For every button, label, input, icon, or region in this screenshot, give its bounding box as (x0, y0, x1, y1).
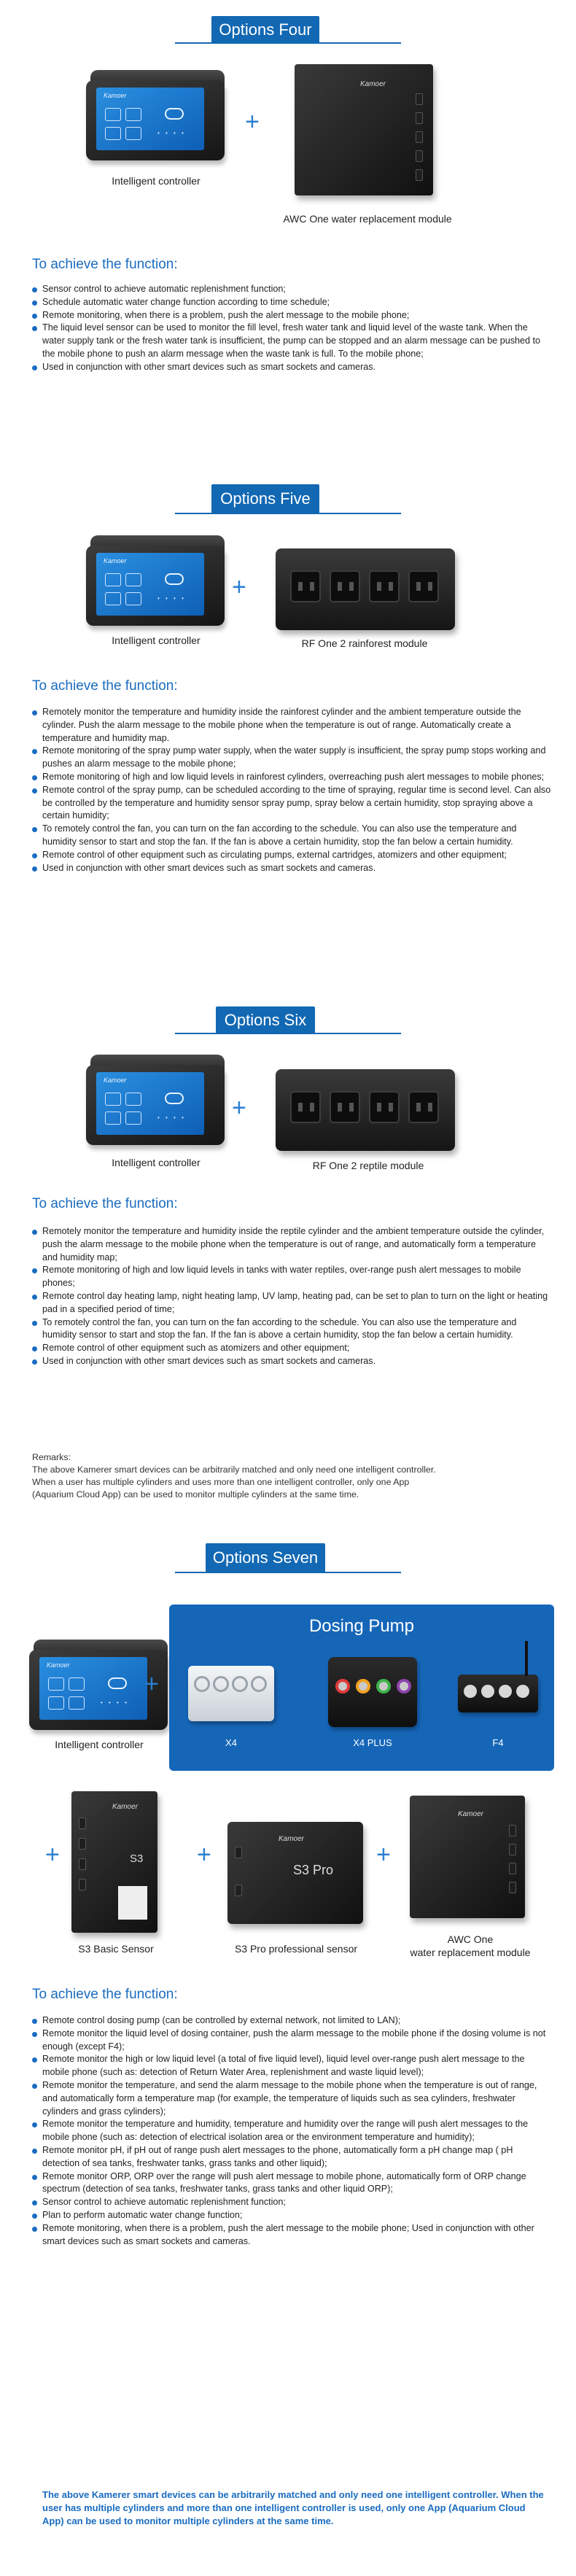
list-item: Remote monitoring, when there is a problem, push the alert message to the mobile phone; (32, 309, 551, 322)
intelligent-controller-image: Kamoer • • • • (86, 1055, 229, 1148)
plus-icon: + (45, 1841, 60, 1869)
list-item: Plan to perform automatic water change function; (32, 2209, 551, 2222)
plus-icon: + (376, 1841, 391, 1869)
remarks-line: The above Kamerer smart devices can be arbitrarily matched and only need one intelligent controller. (32, 1464, 436, 1475)
list-item: Used in conjunction with other smart devices such as smart sockets and cameras. (32, 1355, 551, 1368)
list-item: The liquid level sensor can be used to monitor the fill level, fresh water tank and liquid level of the waste tank. When the water supply tank or the fresh water tank is insufficient, the pump can be stopped and an alarm message can be pushed to the mobile phone to push an alarm message when the waste tank is full. To the mobile phone; (32, 322, 551, 360)
list-item: Remote monitor the high or low liquid level (a total of five liquid level), liquid level over-range push alert message to the mobile phone (such as: detection of Return Water Area, replenishment and waste liquid level); (32, 2053, 551, 2079)
list-item: Used in conjunction with other smart devices such as smart sockets and cameras. (32, 862, 551, 875)
section-badge-seven: Options Seven (206, 1543, 325, 1572)
list-item: To remotely control the fan, you can turn on the fan according to the schedule. You can also use the temperature and humidity sensor to start and stop the fan. If the fan is above a certain humidity, stop the fan below a certain humidity. (32, 823, 551, 849)
function-list (32, 706, 551, 874)
caption-s3-pro: S3 Pro professional sensor (234, 1943, 358, 1955)
list-item: Remotely monitor the temperature and humidity inside the reptile cylinder and the ambient temperature outside the cylinder, push the alarm message to the mobile phone when the temperature is out of range, and automatically form a temperature and humidity map; (32, 1225, 551, 1264)
list-item: Sensor control to achieve automatic replenishment function; (32, 2196, 551, 2209)
dosing-pump-panel (169, 1605, 554, 1771)
list-item: Schedule automatic water change function according to time schedule; (32, 296, 551, 309)
caption-module: RF One 2 reptile module (312, 1160, 424, 1171)
plus-icon: + (144, 1670, 159, 1698)
s3-pro-sensor-image: Kamoer S3 Pro (227, 1822, 363, 1924)
pump-f4-label: F4 (492, 1737, 504, 1748)
list-item: Remote monitoring, when there is a problem, push the alert message to the mobile phone; Used in conjunction with other smart devices such as smart sockets and cameras. (32, 2222, 551, 2249)
function-list (32, 283, 551, 374)
list-item: Remote control of the spray pump, can be scheduled according to the time of spraying, regular time is second level. Can also be controlled by the temperature and humidity sensor spray pump, spray below a certain humidity, stop spraying above a certain humidity; (32, 784, 551, 823)
list-item: Sensor control to achieve automatic replenishment function; (32, 283, 551, 296)
list-item: Remote monitor the temperature, and send the alarm message to the mobile phone when the temperature is out of range, and automatically form a temperature map (for example, the temperature of liquids such as sea cylinders, freshwater cylinders and grass cylinders); (32, 2079, 551, 2118)
awc-one-module-image: Kamoer (295, 64, 433, 195)
caption-controller: Intelligent controller (112, 1157, 201, 1168)
list-item: Remote monitor pH, if pH out of range push alert messages to the phone, automatically form a pH change map ( pH detection of sea tanks, freshwater tanks, grass tanks and other liquid); (32, 2144, 551, 2170)
plus-icon: + (232, 573, 246, 601)
list-item: Remote monitoring of high and low liquid levels in rainforest cylinders, overreaching push alert messages to mobile phones; (32, 771, 551, 784)
caption-module: RF One 2 rainforest module (301, 637, 428, 649)
controller-brand: Kamoer (104, 92, 127, 99)
caption-controller: Intelligent controller (112, 635, 201, 646)
list-item: Used in conjunction with other smart devices such as smart sockets and cameras. (32, 361, 551, 374)
intelligent-controller-image: Kamoer • • • • (86, 535, 229, 629)
function-heading: To achieve the function: (32, 1987, 178, 2002)
section-badge-six: Options Six (216, 1006, 315, 1034)
function-heading: To achieve the function: (32, 257, 178, 272)
list-item: Remote control of other equipment such as circulating pumps, external cartridges, atomizers and other equipment; (32, 849, 551, 862)
rf-one-reptile-module-image (276, 1069, 455, 1151)
s3-pro-label: S3 Pro (293, 1863, 334, 1877)
list-item: Remote monitor the temperature and humidity, temperature and humidity over the range will push alert messages to the mobile phone (such as: detection of electrical isolation area or the environment temperature and humidity); (32, 2118, 551, 2144)
list-item: Remote monitor ORP, ORP over the range will push alert message to mobile phone, automatically form of ORP change spectrum (detection of sea tanks, freshwater tanks, grass tanks and other liquid ORP); (32, 2170, 551, 2197)
cloud-icon (108, 1677, 127, 1689)
caption-controller: Intelligent controller (112, 175, 201, 187)
s3-basic-sensor-image: S3 Kamoer (71, 1791, 157, 1933)
list-item: Remote monitor the liquid level of dosing container, push the alarm message to the mobile phone if the dosing volume is not enough (except F4); (32, 2028, 551, 2054)
cloud-icon (165, 573, 184, 585)
remarks-line: (Aquarium Cloud App) can be used to monitor multiple cylinders at the same time. (32, 1489, 359, 1500)
pump-x4-plus-image (328, 1657, 417, 1727)
caption-s3: S3 Basic Sensor (78, 1943, 154, 1955)
section-badge-five: Options Five (211, 484, 319, 513)
pump-x4-label: X4 (225, 1737, 237, 1748)
caption-controller: Intelligent controller (55, 1739, 144, 1750)
intelligent-controller-image: Kamoer • • • • (29, 1640, 172, 1733)
remarks-line: When a user has multiple cylinders and uses more than one intelligent controller, only one App (32, 1477, 410, 1487)
function-list (32, 2014, 551, 2248)
plus-icon: + (232, 1094, 246, 1122)
highlight-note: The above Kamerer smart devices can be arbitrarily matched and only need one intelligent controller. When the user has multiple cylinders and more than one intelligent controller is used, only one App (Aquarium Cloud App) can be used to monitor multiple cylinders at the same time. (42, 2489, 544, 2526)
list-item: To remotely control the fan, you can turn on the fan according to the schedule. You can also use the temperature and humidity sensor to start and stop the fan. If the fan is above a certain humidity, stop the fan below a certain humidity. (32, 1316, 551, 1343)
plus-icon: + (197, 1841, 211, 1869)
rf-one-rainforest-module-image (276, 548, 455, 630)
function-heading: To achieve the function: (32, 1196, 178, 1211)
remarks-title: Remarks: (32, 1452, 71, 1462)
list-item: Remotely monitor the temperature and humidity inside the rainforest cylinder and the ambient temperature outside the cylinder. Push the alarm message to the mobile phone when the temperature is out of range. Automatically create a temperature and humidity map. (32, 706, 551, 745)
function-heading: To achieve the function: (32, 678, 178, 694)
list-item: Remote monitoring of high and low liquid levels in tanks with water reptiles, over-range push alert messages to mobile phones; (32, 1264, 551, 1290)
section-badge-four: Options Four (211, 16, 319, 44)
list-item: Remote control day heating lamp, night heating lamp, UV lamp, heating pad, can be set to plan to turn on the light or heating pad in a specified period of time; (32, 1290, 551, 1316)
function-list (32, 1225, 551, 1368)
pump-x4-plus-label: X4 PLUS (353, 1737, 392, 1748)
list-item: Remote control of other equipment such as atomizers and other equipment; (32, 1342, 551, 1355)
dosing-pump-title: Dosing Pump (308, 1616, 415, 1636)
list-item: Remote control dosing pump (can be controlled by external network, not limited to LAN); (32, 2014, 551, 2028)
pump-f4-image (458, 1675, 538, 1712)
remarks-block (32, 1451, 551, 1501)
caption-module: AWC One water replacement module (283, 213, 452, 225)
caption-awc: AWC One water replacement module (410, 1933, 531, 1958)
cloud-icon (165, 1093, 184, 1104)
cloud-icon (165, 108, 184, 120)
intelligent-controller-image: Kamoer • • • • (86, 70, 229, 163)
pump-x4-image (188, 1666, 274, 1721)
s3-label: S3 (130, 1853, 144, 1865)
awc-one-module-image: Kamoer (410, 1796, 525, 1918)
plus-icon: + (245, 108, 260, 136)
list-item: Remote monitoring of the spray pump water supply, when the water supply is insufficient, the spray pump stops working and pushes an alarm message to the mobile phone; (32, 745, 551, 771)
